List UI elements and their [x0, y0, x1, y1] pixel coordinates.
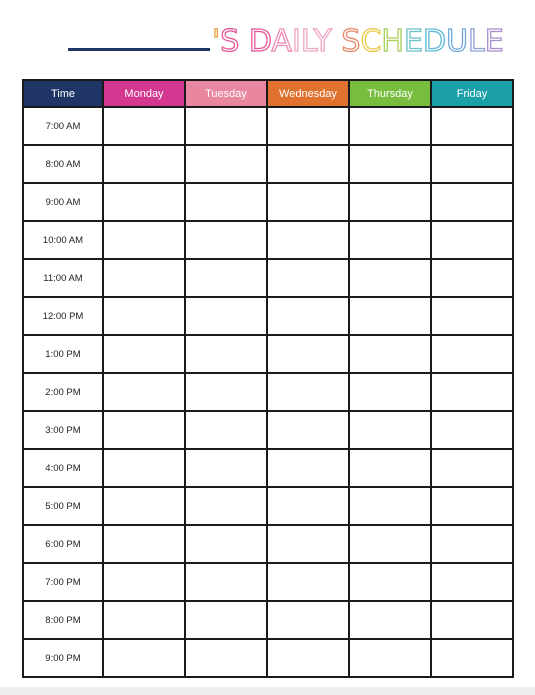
- title-letter: D: [422, 24, 447, 59]
- schedule-cell[interactable]: [349, 639, 431, 677]
- time-label: 4:00 PM: [23, 449, 103, 487]
- schedule-cell[interactable]: [267, 563, 349, 601]
- title-letter: L: [468, 24, 485, 59]
- table-row: [23, 411, 513, 449]
- time-label: 6:00 PM: [23, 525, 103, 563]
- column-header-thursday: Thursday: [349, 80, 431, 107]
- table-row: [23, 449, 513, 487]
- schedule-cell[interactable]: [103, 221, 185, 259]
- time-label: 9:00 AM: [23, 183, 103, 221]
- schedule-cell[interactable]: [267, 107, 349, 145]
- page-title: [212, 22, 504, 59]
- schedule-cell[interactable]: [431, 107, 513, 145]
- schedule-cell[interactable]: [349, 563, 431, 601]
- title-letter: D: [248, 24, 272, 59]
- title-letter: E: [484, 24, 504, 59]
- schedule-cell[interactable]: [103, 259, 185, 297]
- schedule-cell[interactable]: [185, 525, 267, 563]
- page-bottom-edge: [0, 687, 535, 695]
- schedule-cell[interactable]: [185, 373, 267, 411]
- schedule-cell[interactable]: [349, 525, 431, 563]
- schedule-cell[interactable]: [267, 411, 349, 449]
- schedule-cell[interactable]: [267, 335, 349, 373]
- time-label: 12:00 PM: [23, 297, 103, 335]
- schedule-cell[interactable]: [431, 335, 513, 373]
- schedule-cell[interactable]: [349, 335, 431, 373]
- schedule-cell[interactable]: [431, 145, 513, 183]
- schedule-cell[interactable]: [267, 601, 349, 639]
- time-label: 8:00 AM: [23, 145, 103, 183]
- schedule-cell[interactable]: [267, 297, 349, 335]
- table-row: [23, 563, 513, 601]
- schedule-cell[interactable]: [185, 107, 267, 145]
- title-letter: U: [446, 24, 469, 59]
- schedule-cell[interactable]: [103, 183, 185, 221]
- schedule-cell[interactable]: [349, 449, 431, 487]
- title-letter: H: [381, 24, 404, 59]
- title-letter: [332, 24, 342, 59]
- schedule-cell[interactable]: [431, 487, 513, 525]
- schedule-cell[interactable]: [431, 411, 513, 449]
- schedule-cell[interactable]: [185, 221, 267, 259]
- schedule-cell[interactable]: [431, 297, 513, 335]
- schedule-cell[interactable]: [103, 525, 185, 563]
- table-row: [23, 373, 513, 411]
- table-row: [23, 297, 513, 335]
- time-label: 9:00 PM: [23, 639, 103, 677]
- schedule-cell[interactable]: [431, 525, 513, 563]
- schedule-cell[interactable]: [103, 563, 185, 601]
- time-label: 5:00 PM: [23, 487, 103, 525]
- schedule-cell[interactable]: [431, 563, 513, 601]
- schedule-cell[interactable]: [267, 373, 349, 411]
- schedule-cell[interactable]: [185, 259, 267, 297]
- schedule-cell[interactable]: [349, 297, 431, 335]
- schedule-cell[interactable]: [431, 449, 513, 487]
- schedule-cell[interactable]: [431, 259, 513, 297]
- schedule-cell[interactable]: [185, 563, 267, 601]
- table-row: [23, 525, 513, 563]
- title-letter: E: [403, 24, 423, 59]
- table-row: [23, 335, 513, 373]
- schedule-cell[interactable]: [431, 183, 513, 221]
- title-letter: [239, 24, 249, 59]
- schedule-cell[interactable]: [185, 639, 267, 677]
- column-header-monday: Monday: [103, 80, 185, 107]
- column-header-wednesday: Wednesday: [267, 80, 349, 107]
- header-row: [23, 80, 513, 107]
- title-letter: A: [271, 24, 292, 59]
- table-row: [23, 145, 513, 183]
- table-row: [23, 183, 513, 221]
- schedule-cell[interactable]: [267, 145, 349, 183]
- schedule-cell[interactable]: [267, 639, 349, 677]
- schedule-cell[interactable]: [349, 221, 431, 259]
- column-header-tuesday: Tuesday: [185, 80, 267, 107]
- schedule-cell[interactable]: [267, 525, 349, 563]
- schedule-cell[interactable]: [185, 487, 267, 525]
- schedule-cell[interactable]: [349, 411, 431, 449]
- schedule-cell[interactable]: [267, 183, 349, 221]
- schedule-cell[interactable]: [267, 259, 349, 297]
- schedule-cell[interactable]: [103, 297, 185, 335]
- time-label: 8:00 PM: [23, 601, 103, 639]
- title-letter: S: [341, 24, 361, 59]
- schedule-cell[interactable]: [267, 221, 349, 259]
- title-letter: Y: [313, 24, 332, 59]
- schedule-cell[interactable]: [431, 639, 513, 677]
- schedule-cell[interactable]: [349, 259, 431, 297]
- schedule-cell[interactable]: [103, 373, 185, 411]
- schedule-cell[interactable]: [431, 221, 513, 259]
- schedule-cell[interactable]: [349, 601, 431, 639]
- schedule-cell[interactable]: [349, 487, 431, 525]
- title-letter: C: [360, 24, 382, 59]
- schedule-cell[interactable]: [267, 449, 349, 487]
- title-letter: ': [212, 24, 221, 59]
- table-row: [23, 601, 513, 639]
- schedule-cell[interactable]: [103, 449, 185, 487]
- schedule-cell[interactable]: [349, 183, 431, 221]
- schedule-cell[interactable]: [103, 145, 185, 183]
- schedule-cell[interactable]: [185, 335, 267, 373]
- title-letter: I: [291, 24, 301, 59]
- time-label: 3:00 PM: [23, 411, 103, 449]
- schedule-cell[interactable]: [185, 145, 267, 183]
- schedule-cell[interactable]: [103, 335, 185, 373]
- schedule-cell[interactable]: [349, 107, 431, 145]
- schedule-cell[interactable]: [103, 107, 185, 145]
- schedule-cell[interactable]: [185, 297, 267, 335]
- schedule-cell[interactable]: [103, 487, 185, 525]
- table-row: [23, 487, 513, 525]
- time-label: 7:00 PM: [23, 563, 103, 601]
- time-label: 7:00 AM: [23, 107, 103, 145]
- svg-text:'S DAILY SCHEDULE: [212, 24, 504, 59]
- table-row: [23, 221, 513, 259]
- schedule-cell[interactable]: [431, 373, 513, 411]
- table-row: [23, 259, 513, 297]
- schedule-cell[interactable]: [349, 145, 431, 183]
- table-row: [23, 107, 513, 145]
- schedule-cell[interactable]: [103, 639, 185, 677]
- schedule-cell[interactable]: [185, 601, 267, 639]
- name-blank-line: [68, 48, 210, 51]
- time-label: 2:00 PM: [23, 373, 103, 411]
- title-row: [0, 0, 535, 80]
- schedule-cell[interactable]: [185, 183, 267, 221]
- schedule-cell[interactable]: [103, 601, 185, 639]
- column-header-friday: Friday: [431, 80, 513, 107]
- title-letter: L: [300, 24, 314, 59]
- schedule-cell[interactable]: [103, 411, 185, 449]
- time-label: 11:00 AM: [23, 259, 103, 297]
- table-row: [23, 639, 513, 677]
- schedule-cell[interactable]: [431, 601, 513, 639]
- time-label: 1:00 PM: [23, 335, 103, 373]
- time-label: 10:00 AM: [23, 221, 103, 259]
- schedule-cell[interactable]: [267, 487, 349, 525]
- schedule-cell[interactable]: [185, 411, 267, 449]
- schedule-cell[interactable]: [185, 449, 267, 487]
- schedule-table: [22, 79, 514, 678]
- schedule-cell[interactable]: [349, 373, 431, 411]
- title-letter: S: [220, 24, 240, 59]
- column-header-time: Time: [23, 80, 103, 107]
